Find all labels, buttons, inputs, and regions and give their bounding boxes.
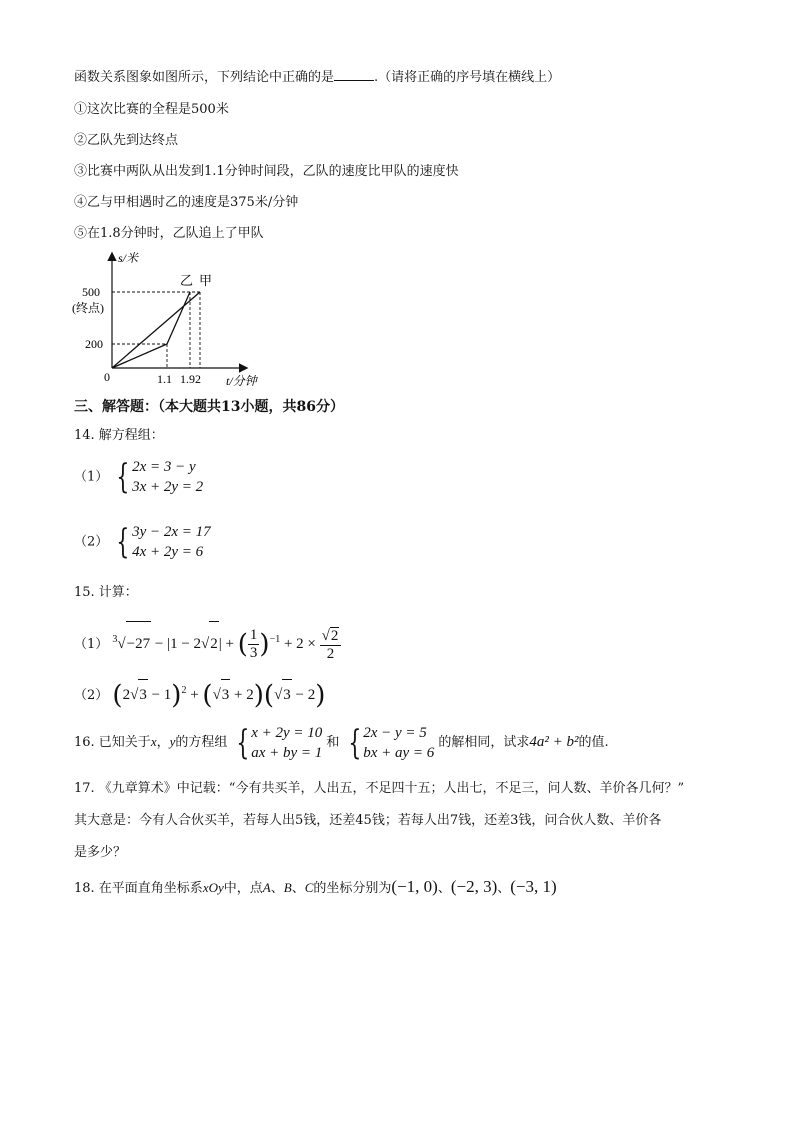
q18-coord-a: (−1, 0): [391, 877, 438, 896]
q16-pre: 16. 已知关于: [74, 735, 151, 750]
x-tick-1-92: 1.92: [180, 372, 201, 386]
q17-line-2: 其大意是：今有人合伙买羊，若每人出5钱，还差45钱；若每人出7钱，还差3钱，问合伙人数、羊价各: [74, 813, 662, 828]
option-3: ③比赛中两队从出发到1.1分钟时间段，乙队的速度比甲队的速度快: [74, 164, 459, 179]
q14-part1: [74, 457, 203, 498]
origin-label: 0: [104, 370, 110, 384]
q15-title: 15. 计算：: [74, 585, 138, 600]
y-axis-label: s/米: [118, 251, 139, 265]
q14-p1-eq1: 2x = 3 − y: [132, 459, 196, 475]
q15-part2: [74, 676, 325, 711]
intro-tail: .（请将正确的序号填在横线上）: [374, 70, 561, 85]
q14-p2-eq1: 3y − 2x = 17: [132, 524, 211, 540]
q18-coord-b: (−2, 3): [450, 877, 498, 896]
option-5: ⑤在1.8分钟时，乙队追上了甲队: [74, 226, 264, 241]
q16-y: y: [169, 734, 176, 749]
q16-s2-eq1: 2x − y = 5: [363, 724, 427, 741]
q16-s1-eq1: x + 2y = 10: [251, 724, 323, 741]
option-2: ②乙队先到达终点: [74, 133, 179, 148]
q16-sep: ，: [156, 735, 170, 750]
q16-system-1: [232, 723, 323, 763]
brace: {: [347, 722, 361, 763]
y-tick-500: 500: [82, 285, 100, 299]
brace: {: [116, 457, 130, 497]
q14-p1-label: （1）: [74, 469, 109, 485]
q16: [74, 720, 609, 765]
intro-line: [74, 68, 560, 87]
q16-and: 和: [326, 735, 340, 750]
q18-coord-c: (−3, 1): [510, 877, 557, 896]
q18-point-a: A: [262, 880, 271, 895]
q16-end: 的值.: [578, 735, 609, 750]
series-yi-line: [112, 292, 190, 368]
q18-pre: 18. 在平面直角坐标系: [74, 881, 203, 896]
q18-mid: 中，点: [223, 881, 263, 896]
q14-p1-eq2: 3x + 2y = 2: [132, 479, 204, 495]
q15-p1-label: （1）: [74, 637, 109, 652]
q15-p2-label: （2）: [74, 688, 109, 703]
race-graph: [60, 248, 300, 393]
q18-point-b: B: [283, 880, 292, 895]
q14-title: 14. 解方程组：: [74, 428, 164, 443]
option-1: ①这次比赛的全程是500米: [74, 102, 229, 117]
q14-p1-system: [112, 457, 203, 497]
x-axis-label: t/分钟: [226, 374, 257, 388]
q16-mid: 的方程组: [175, 735, 228, 750]
q15-p2-expression: $(2√3 - 1)^2 + (√3 + 2)(√3 - 2)$: [112, 680, 326, 711]
q18-post: 的坐标分别为: [313, 881, 392, 896]
q16-post: 的解相同，试求: [438, 735, 530, 750]
q15-p1-expression: $^3$√−27 − |1 − 2√2| + ( $\frac{1}{3}$ )$^{-1}$ + 2 × $\frac{√2}{2}$: [112, 636, 341, 652]
y-tick-500-note: (终点): [72, 301, 104, 315]
series-jia-label: 甲: [199, 273, 213, 288]
series-jia-line: [112, 292, 200, 368]
q15-part1: [74, 618, 341, 667]
brace: {: [235, 722, 249, 763]
q18-system-name: xOy: [202, 880, 224, 895]
q18: 18. 在平面直角坐标系xOy中，点A、B、C的坐标分别为(−1, 0)、(−2, 3)、(−3, 1): [74, 877, 557, 896]
y-tick-200: 200: [85, 337, 103, 351]
q14-part2: [74, 522, 211, 563]
brace: {: [116, 522, 130, 562]
x-tick-1-1: 1.1: [157, 372, 172, 386]
intro-text: 函数关系图象如图所示，下列结论中正确的是: [74, 70, 335, 85]
q16-s2-eq2: bx + ay = 6: [363, 744, 435, 761]
answer-blank: [334, 68, 374, 81]
q16-x: x: [150, 734, 157, 749]
q17-line-3: 是多少？: [74, 845, 127, 860]
q16-s1-eq2: ax + by = 1: [251, 744, 323, 761]
series-yi-label: 乙: [180, 273, 194, 288]
q18-point-c: C: [304, 880, 314, 895]
section-3-title: 三、解答题：（本大题共13小题，共86分）: [74, 399, 344, 415]
q17-line-1: 17. 《九章算术》中记载：“今有共买羊，人出五，不足四十五；人出七，不足三，问人数、羊价各几何？”: [74, 781, 685, 796]
q14-p2-eq2: 4x + 2y = 6: [132, 544, 204, 560]
option-4: ④乙与甲相遇时乙的速度是375米/分钟: [74, 195, 299, 210]
q16-expression: 4a² + b²: [529, 734, 579, 750]
q14-p2-label: （2）: [74, 534, 109, 550]
q14-p2-system: [112, 522, 210, 562]
q16-system-2: [344, 723, 435, 763]
